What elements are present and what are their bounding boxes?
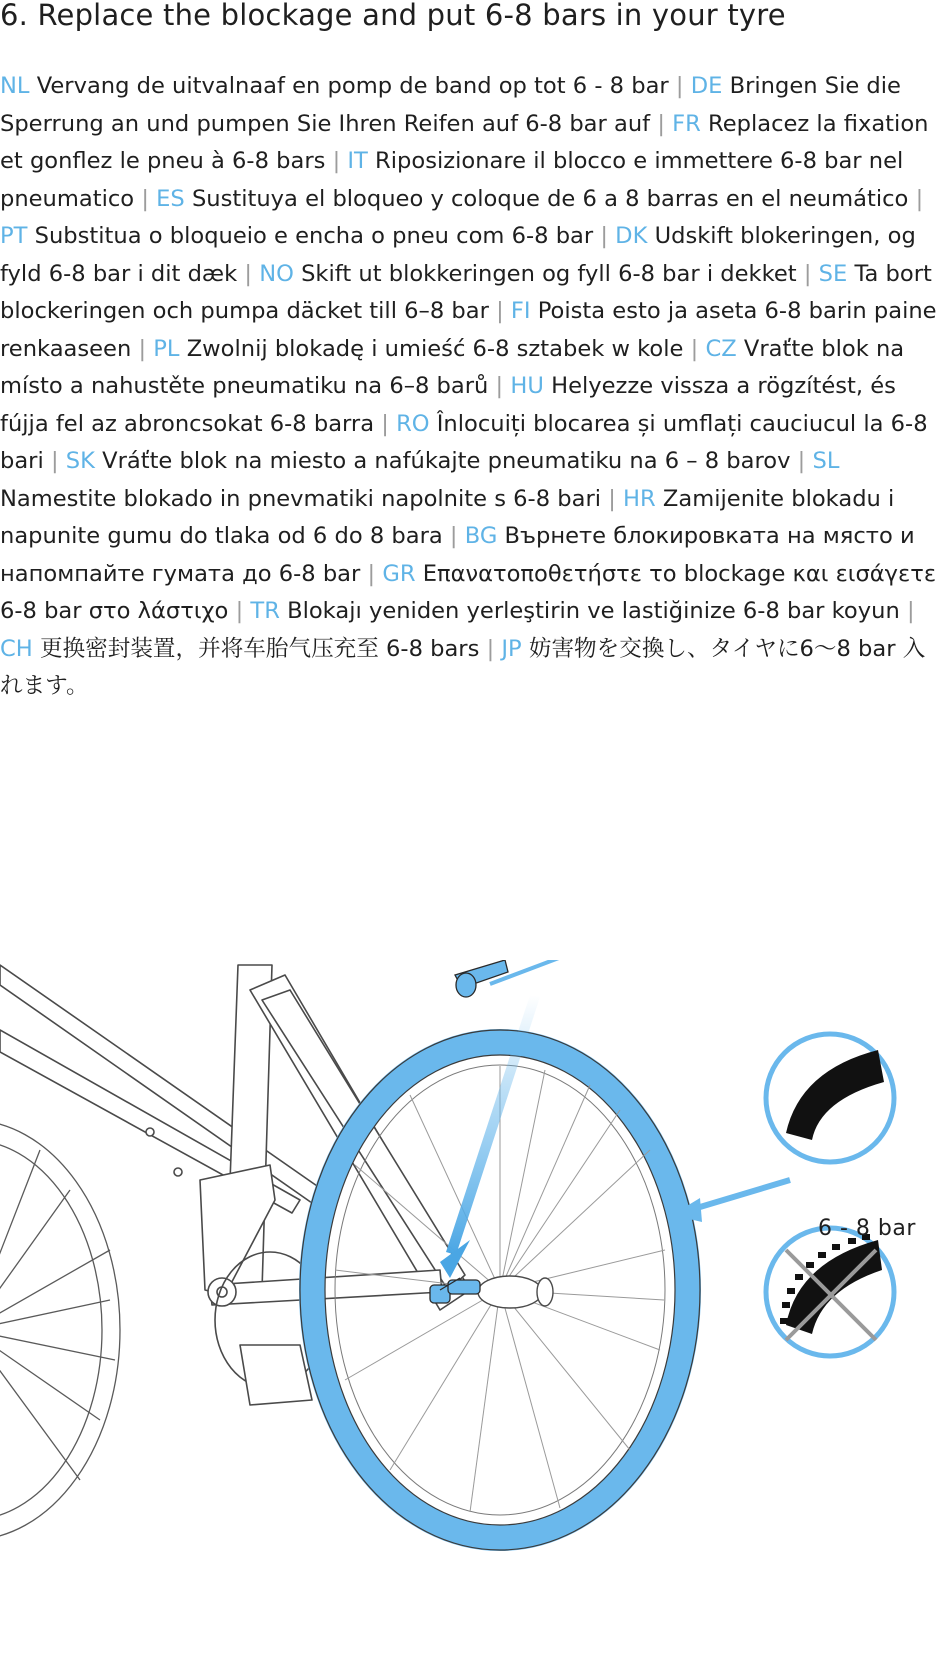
lang-code: GR <box>382 560 416 587</box>
lang-text: Substitua o bloqueio e encha o pneu com 6-8 bar <box>34 223 594 249</box>
lang-text: Blokajı yeniden yerleştirin ve lastiğinize 6-8 bar koyun <box>287 598 900 624</box>
separator: | <box>690 335 699 362</box>
separator: | <box>381 410 389 437</box>
separator: | <box>332 148 341 174</box>
lang-code: CH <box>0 635 33 662</box>
lang-code: PL <box>153 335 180 362</box>
separator: | <box>675 73 684 99</box>
bike-illustration <box>0 960 950 1654</box>
separator: | <box>797 448 806 474</box>
lang-code: FI <box>510 298 531 324</box>
lang-entry-ch <box>0 636 479 662</box>
separator: | <box>608 485 616 512</box>
lang-text: 更换密封装置，并将车胎气压充至 6-8 bars <box>39 635 480 662</box>
lang-code: RO <box>396 410 430 437</box>
lang-code: SL <box>812 448 840 474</box>
lang-entry-tr <box>250 598 899 624</box>
lang-code: NL <box>0 73 30 99</box>
lang-text: Udskift blokeringen, og fyld 6-8 bar i dit dæk <box>0 223 916 287</box>
separator: | <box>906 598 915 624</box>
lang-code: CZ <box>705 335 737 362</box>
lang-text: Helyezze vissza a rögzítést, és fújja fel az abroncsokat 6-8 barra <box>0 373 896 437</box>
separator: | <box>600 223 608 249</box>
lang-code: SK <box>65 448 95 474</box>
lang-entry-sk <box>66 448 791 474</box>
separator: | <box>138 335 147 362</box>
separator: | <box>244 260 253 287</box>
lang-entry-pl <box>153 336 683 362</box>
quick-release-skewer-icon <box>455 960 590 997</box>
page-title: 6. Replace the blockage and put 6-8 bars in your tyre <box>0 0 786 32</box>
lang-text: Sustituya el bloqueo y coloque de 6 a 8 barras en el neumático <box>191 185 909 212</box>
lang-text: Skift ut blokkeringen og fyll 6-8 bar i dekket <box>301 260 797 287</box>
lang-text: Zwolnij blokadę i umieść 6-8 sztabek w kole <box>186 335 684 362</box>
lang-code: FR <box>672 110 701 137</box>
smooth-tyre-correct-icon <box>766 1034 894 1162</box>
lang-entry-no <box>259 261 796 287</box>
lang-code: DE <box>690 73 723 99</box>
lang-code: TR <box>250 598 280 624</box>
lang-entry-nl <box>0 73 669 99</box>
separator: | <box>50 448 59 474</box>
lang-text: Vráťte blok na miesto a nafúkajte pneumatiku na 6 – 8 barov <box>102 448 791 474</box>
separator: | <box>657 110 665 137</box>
treaded-tyre-incorrect-icon <box>766 1228 894 1356</box>
rear-wheel <box>0 1120 120 1540</box>
translations-block <box>0 68 945 706</box>
lang-text: Bringen Sie die Sperrung an und pumpen Sie Ihren Reifen auf 6-8 bar auf <box>0 73 901 137</box>
separator: | <box>367 560 376 587</box>
lang-code: BG <box>464 523 498 549</box>
lang-code: HU <box>510 373 544 399</box>
lang-text: Vraťte blok na místo a nahustěte pneumatiku na 6–8 barů <box>0 335 905 399</box>
lang-code: NO <box>259 260 294 287</box>
separator: | <box>141 185 149 212</box>
lang-code: JP <box>501 635 522 662</box>
lang-code: DK <box>615 223 648 249</box>
lang-code: ES <box>156 185 185 212</box>
lang-entry-pt <box>0 223 593 249</box>
lang-text: Ta bort blockeringen och pumpa däcket till 6–8 bar <box>0 260 932 324</box>
separator: | <box>496 298 504 324</box>
lang-text: Zamijenite blokadu i napunite gumu do tlaka od 6 do 8 bara <box>0 485 895 549</box>
separator: | <box>495 373 504 399</box>
lang-entry-es <box>156 186 908 212</box>
pressure-callout-label: 6 - 8 bar <box>818 1216 916 1241</box>
separator: | <box>915 185 924 212</box>
lang-text: Върнете блокировката на място и напомпайте гумата до 6-8 bar <box>0 523 915 587</box>
separator: | <box>803 260 812 287</box>
lang-text: Namestite blokado in pnevmatiki napolnite s 6-8 bari <box>0 485 602 512</box>
lang-text: Επανατοποθετήστε το blockage και εισάγετε 6-8 bar στο λάστιχο <box>0 560 937 624</box>
lang-text: Replacez la fixation et gonflez le pneu à 6-8 bars <box>0 110 929 174</box>
bike-frame <box>0 965 470 1405</box>
lang-code: HR <box>623 485 656 512</box>
separator: | <box>449 523 458 549</box>
arrow-icon <box>672 1180 790 1222</box>
lang-code: PT <box>0 223 28 249</box>
lang-code: IT <box>347 148 368 174</box>
lang-text: Înlocuiți blocarea și umflați cauciucul la 6-8 bari <box>0 410 928 474</box>
lang-text: Riposizionare il blocco e immettere 6-8 bar nel pneumatico <box>0 148 904 212</box>
lang-text: Poista esto ja aseta 6-8 barin paine renkaaseen <box>0 298 937 362</box>
separator: | <box>486 635 495 662</box>
lang-text: 妨害物を交換し、タイヤに6〜8 bar 入れます。 <box>0 635 926 699</box>
lang-code: SE <box>818 260 848 287</box>
lang-text: Vervang de uitvalnaaf en pomp de band op tot 6 - 8 bar <box>36 73 669 99</box>
separator: | <box>235 598 244 624</box>
